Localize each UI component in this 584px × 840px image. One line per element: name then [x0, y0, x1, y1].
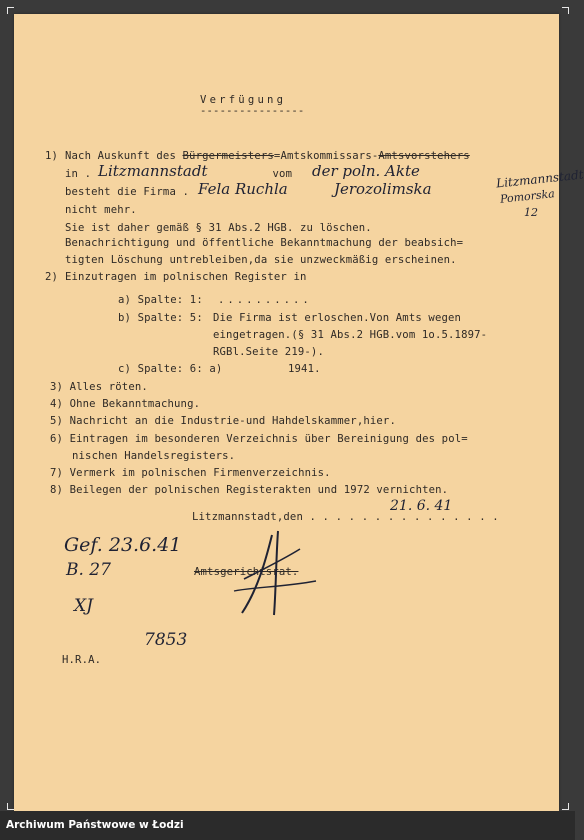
item8: 8) Beilegen der polnischen Registerakten und 1972 vernichten.	[50, 484, 449, 496]
handwritten-court: der poln. Akte	[312, 162, 420, 180]
item2-b-line1: Die Firma ist erloschen.Von Amts wegen	[213, 312, 462, 324]
item6-line1: 6) Eintragen im besonderen Verzeichnis über Bereinigung des pol=	[50, 433, 468, 445]
item1-line2-vom: vom	[266, 168, 299, 180]
handwritten-note-number: 12	[524, 206, 538, 219]
item1-amtskommissar: =Amtskommissars-	[273, 150, 379, 162]
item1-number: 1)	[45, 150, 59, 162]
corner-mark-bottom-right	[562, 803, 569, 810]
item2-b-label: b) Spalte: 5:	[118, 312, 203, 324]
item2-c-label: c) Spalte: 6: a)	[118, 363, 223, 375]
item1-line2-in: in .	[65, 168, 98, 180]
item1-line5: Sie ist daher gemäß § 31 Abs.2 HGB. zu löschen.	[65, 222, 372, 234]
item1-line1	[65, 150, 470, 162]
item5: 5) Nachricht an die Industrie-und Hahdelskammer,hier.	[50, 415, 396, 427]
item2-line1: Einzutragen im polnischen Register in	[65, 271, 307, 283]
item2-number: 2)	[45, 271, 59, 283]
item2-c-year: 1941.	[288, 363, 321, 375]
signature-title: Amtsgerichtsrat.	[194, 566, 299, 578]
handwritten-firm: Fela Ruchla	[198, 180, 288, 198]
item3: 3) Alles röten.	[50, 381, 148, 393]
item1-line1-text: Nach Auskunft des	[65, 150, 183, 162]
item2-b-line3: RGBl.Seite 219-).	[213, 346, 324, 358]
struck-burgermeister: Bürgermeisters	[182, 150, 274, 162]
item1-line4: nicht mehr.	[65, 204, 137, 216]
struck-amtsvorsteher: Amtsvorstehers	[378, 150, 470, 162]
handwritten-note-x: XJ	[74, 596, 93, 616]
item2-a-dots: ..........	[218, 294, 312, 306]
handwritten-street: Jerozolimska	[334, 180, 432, 198]
item6-line2: nischen Handelsregisters.	[72, 450, 236, 462]
corner-mark-top-right	[562, 7, 569, 14]
handwritten-date: 21. 6. 41	[390, 498, 453, 514]
handwritten-note-street: Pomorska	[499, 187, 556, 206]
document-title: Verfügung	[200, 94, 287, 106]
handwritten-note-number-7853: 7853	[144, 630, 188, 650]
item1-line7: tigten Löschung untrebleiben,da sie unzweckmäßig erscheinen.	[65, 254, 457, 266]
archive-name: Archiwum Państwowe w Łodzi	[6, 819, 184, 831]
item4: 4) Ohne Bekanntmachung.	[50, 398, 201, 410]
place-date-line: Litzmannstadt,den . . . . . . . . . . . . . . .	[192, 511, 499, 523]
item1-line6: Benachrichtigung und öffentliche Bekanntmachung der beabsich=	[65, 237, 464, 249]
handwritten-note-city: Litzmannstadt	[495, 167, 584, 191]
handwritten-note-b: B. 27	[66, 560, 111, 580]
item2-b-line2: eingetragen.(§ 31 Abs.2 HGB.vom 1o.5.1897-	[213, 329, 488, 341]
corner-mark-bottom-left	[7, 803, 14, 810]
handwritten-city: Litzmannstadt	[98, 162, 208, 180]
corner-mark-top-left	[7, 7, 14, 14]
register-reference: H.R.A.	[62, 654, 102, 666]
item2-a-label: a) Spalte: 1:	[118, 294, 203, 306]
document-page	[14, 14, 584, 811]
title-underline: ----------------	[200, 105, 305, 117]
handwritten-signature	[214, 529, 324, 619]
handwritten-note-gef: Gef. 23.6.41	[64, 534, 182, 556]
item7: 7) Vermerk im polnischen Firmenverzeichnis.	[50, 467, 331, 479]
item1-line3: besteht die Firma .	[65, 186, 190, 198]
